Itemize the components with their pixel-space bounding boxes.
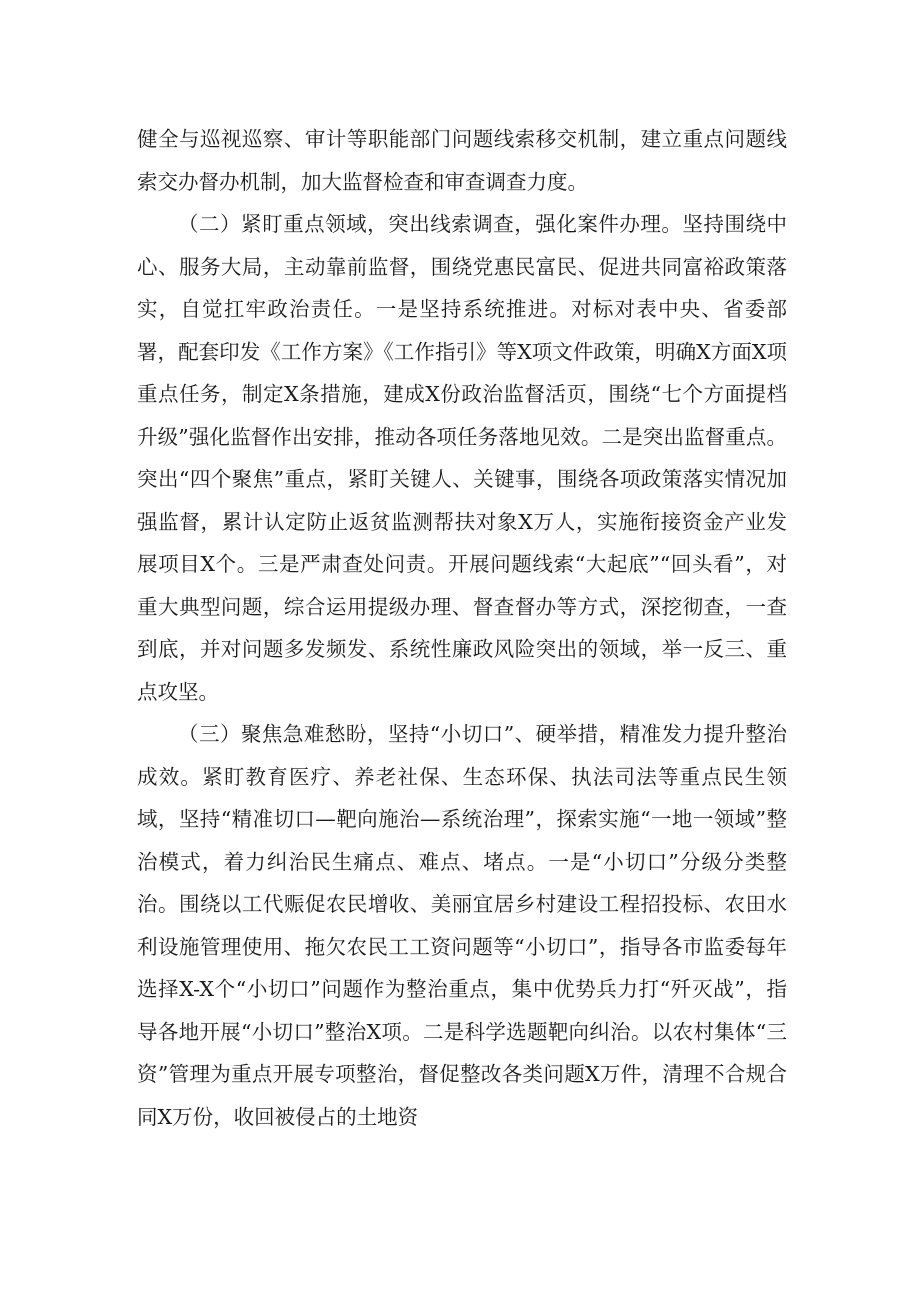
- paragraph-2: （二）紧盯重点领域，突出线索调查，强化案件办理。坚持围绕中心、服务大局，主动靠前监督，围绕党惠民富民、促进共同富裕政策落实，自觉扛牢政治责任。一是坚持系统推进。对标对表中央、省委部署，配套印发《工作方案》《工作指引》等X项文件政策，明确X方面X项重点任务，制定X条措施，建成X份政治监督活页，围绕“七个方面提档升级”强化监督作出安排，推动各项任务落地见效。二是突出监督重点。突出“四个聚焦”重点，紧盯关键人、关键事，围绕各项政策落实情况加强监督，累计认定防止返贫监测帮扶对象X万人，实施衔接资金产业发展项目X个。三是严肃查处问责。开展问题线索“大起底”“回头看”，对重大典型问题，综合运用提级办理、督查督办等方式，深挖彻查，一查到底，并对问题多发频发、系统性廉政风险突出的领域，举一反三、重点攻坚。: [137, 212, 787, 704]
- document-body: [137, 118, 787, 1138]
- paragraph-3: （三）聚焦急难愁盼，坚持“小切口”、硬举措，精准发力提升整治成效。紧盯教育医疗、养老社保、生态环保、执法司法等重点民生领域，坚持“精准切口—靶向施治—系统治理”，探索实施“一地一领域”整治模式，着力纠治民生痛点、难点、堵点。一是“小切口”分级分类整治。围绕以工代赈促农民增收、美丽宜居乡村建设工程招投标、农田水利设施管理使用、拖欠农民工工资问题等“小切口”，指导各市监委每年选择X-X个“小切口”问题作为整治重点，集中优势兵力打“歼灭战”，指导各地开展“小切口”整治X项。二是科学选题靶向纠治。以农村集体“三资”管理为重点开展专项整治，督促整改各类问题X万件，清理不合规合同X万份，收回被侵占的土地资: [137, 722, 787, 1129]
- paragraph-1: 健全与巡视巡察、审计等职能部门问题线索移交机制，建立重点问题线索交办督办机制，加大监督检查和审查调查力度。: [137, 127, 787, 194]
